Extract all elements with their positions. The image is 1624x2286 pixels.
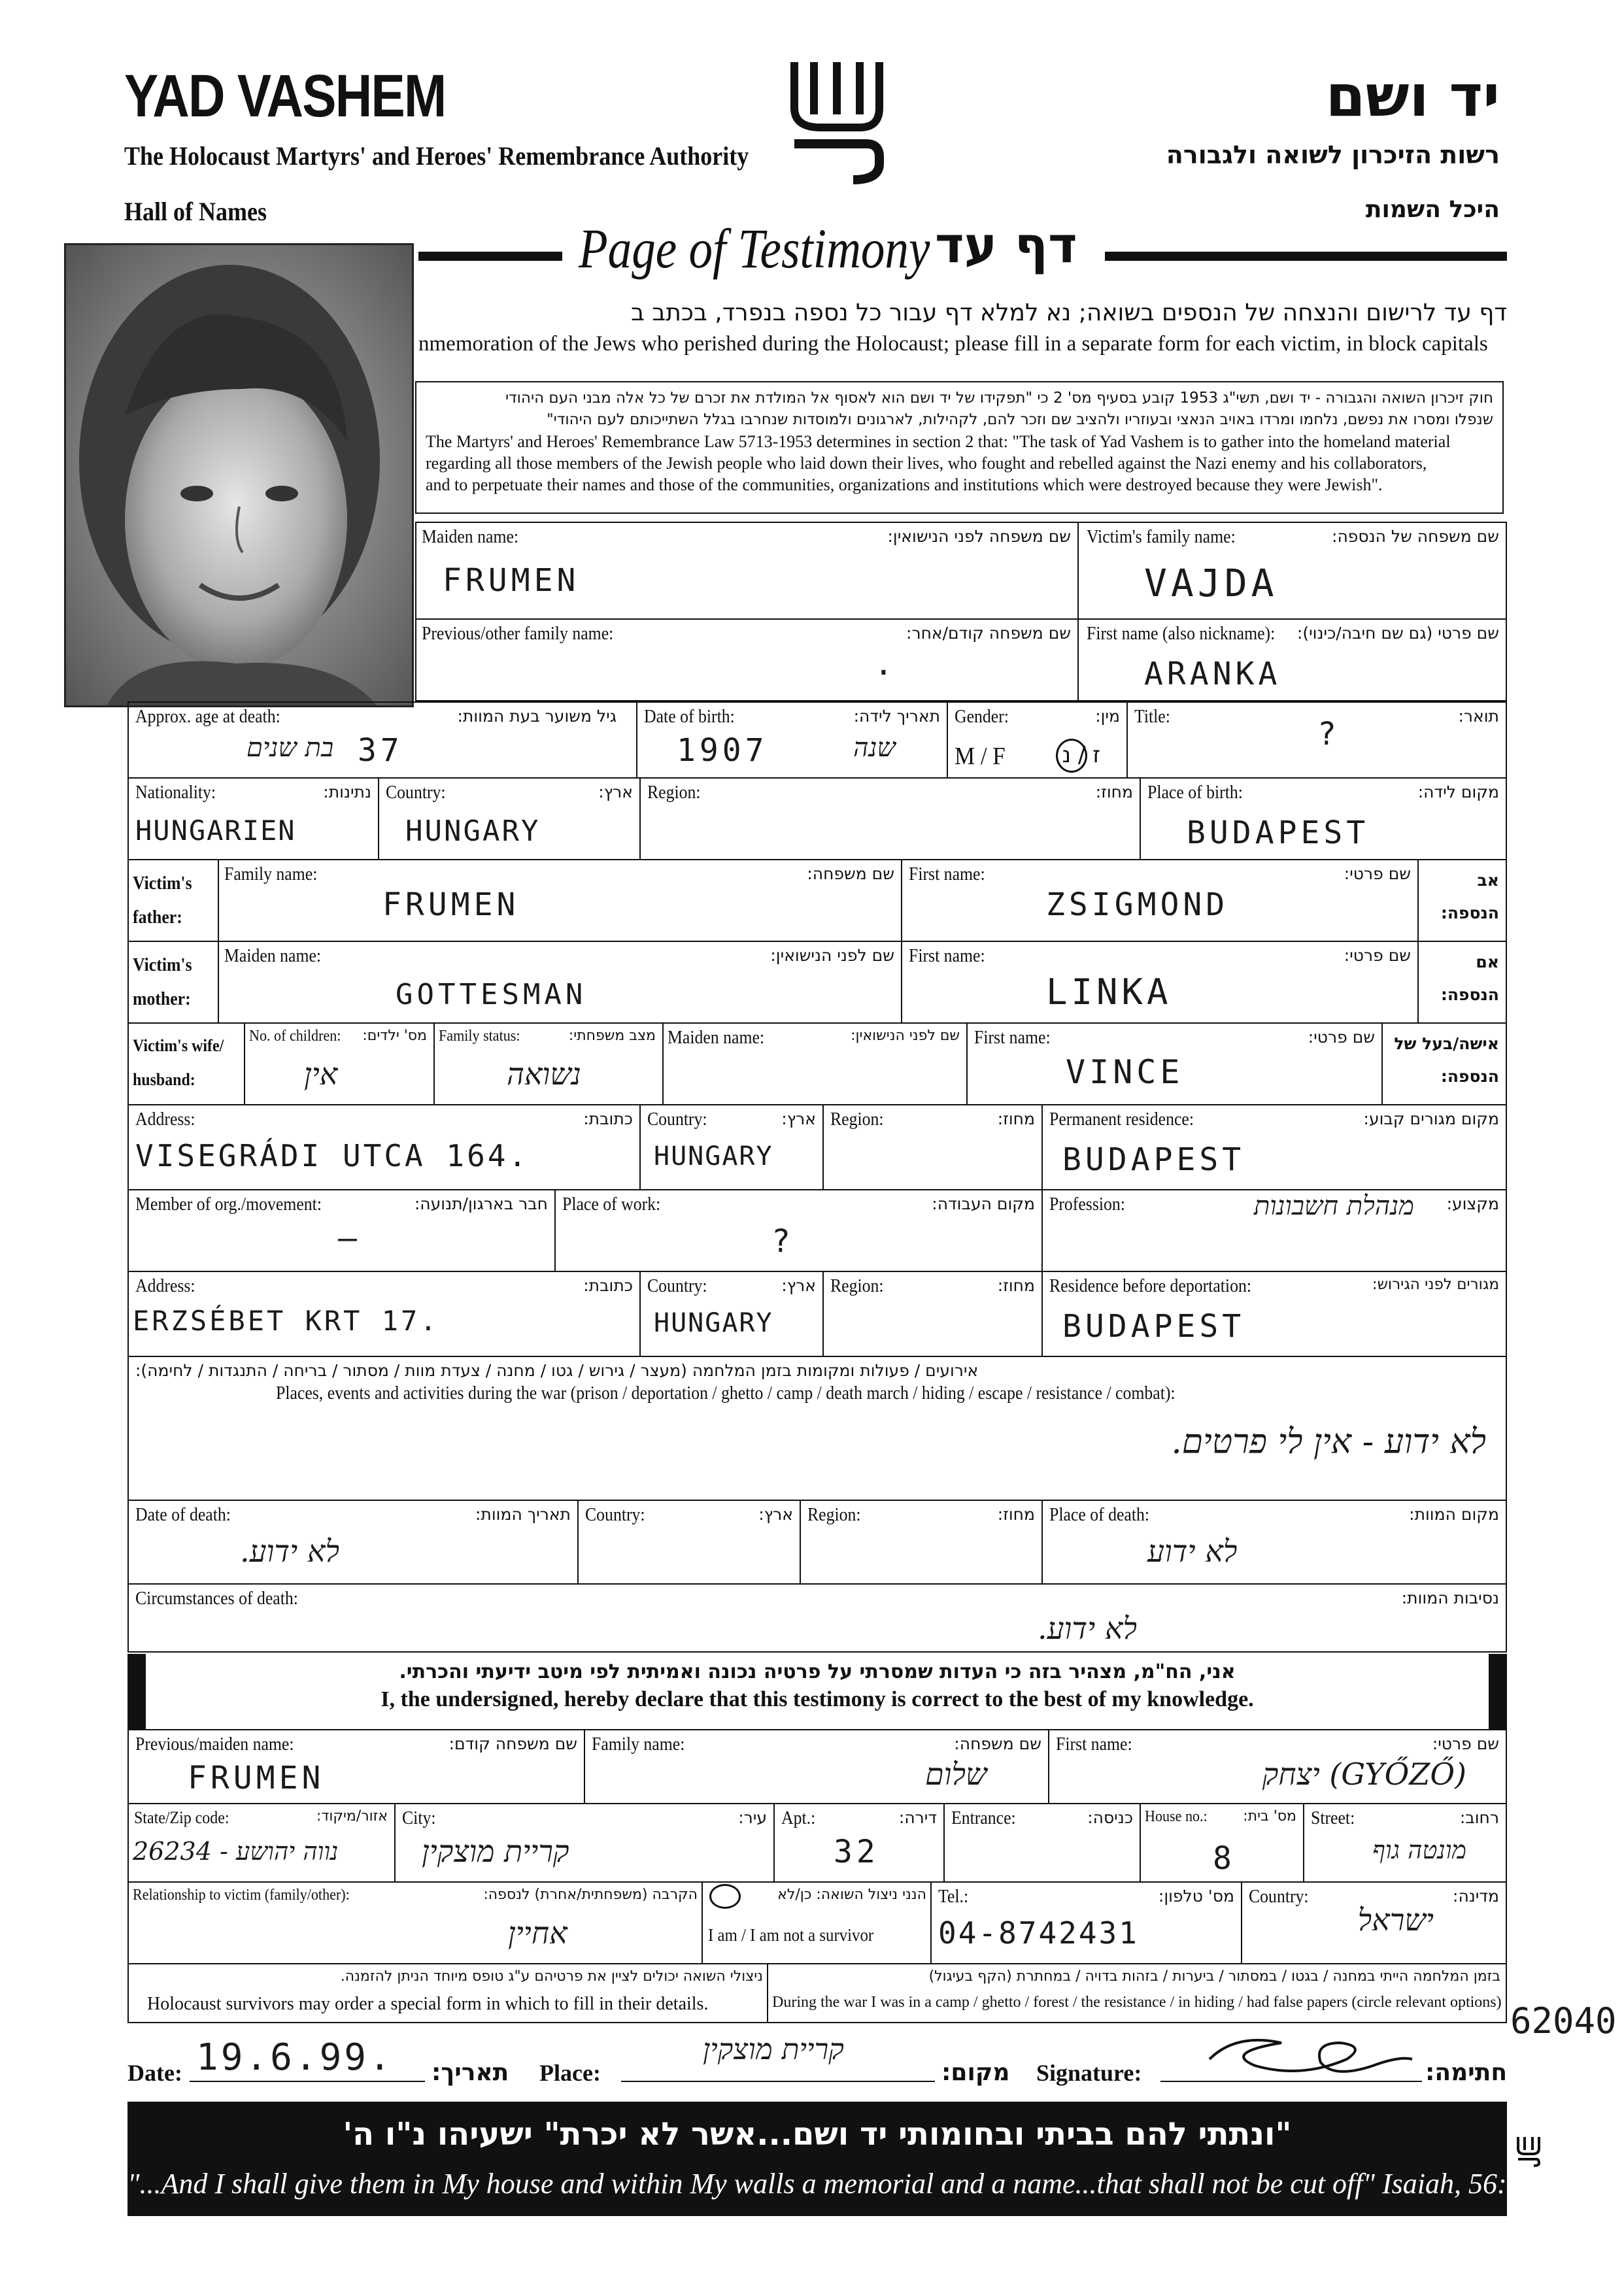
value-death-circumstances: לא ידוע. [1038, 1611, 1137, 1646]
field-sub-family[interactable]: Family name: שם משפחה: שלום [585, 1729, 1049, 1804]
value-gender: M / F [955, 743, 1006, 770]
hall-of-names-he: היכל השמות [1365, 196, 1500, 223]
survivor-circle [709, 1884, 741, 1909]
field-perm-res[interactable]: Permanent residence: מקום מגורים קבוע: BUDAPEST [1043, 1105, 1507, 1190]
declaration [127, 1654, 1507, 1729]
form-number: 62040 [1510, 2000, 1617, 2042]
value-dep-address: ERZSÉBET KRT 17. [133, 1305, 439, 1337]
hall-of-names-en: Hall of Names [124, 197, 267, 226]
field-spouse-first[interactable]: First name: שם פרטי: VINCE [968, 1024, 1383, 1105]
value-spouse-first: VINCE [1066, 1053, 1184, 1091]
value-sub-rel: אחיין [508, 1915, 567, 1951]
field-prev-name[interactable]: Previous/other family name: שם משפחה קודם/אחר: . [415, 620, 1079, 701]
declaration-en: I, the undersigned, hereby declare that this testimony is correct to the best of my knowledge. [381, 1687, 1254, 1711]
value-death-place: לא ידוע [1147, 1534, 1238, 1569]
value-family-status: נשואה [507, 1056, 581, 1092]
field-death-place[interactable]: Place of death: מקום המוות: לא ידוע [1043, 1501, 1507, 1585]
spouse-row-label-he: אישה/בעל של הנספה: [1383, 1024, 1507, 1105]
value-maiden-name: FRUMEN [443, 562, 580, 599]
value-sub-family: שלום [925, 1757, 987, 1792]
value-family-name: VAJDA [1144, 561, 1278, 605]
value-events: לא ידוע - אין לי פרטים. [1171, 1422, 1486, 1462]
value-res-country: HUNGARY [654, 1141, 773, 1171]
value-father-family: FRUMEN [382, 886, 520, 923]
field-sub-house[interactable]: House no.: מס' בית: 8 [1141, 1804, 1304, 1883]
label-signature-he: חתימה: [1425, 2059, 1508, 2086]
intro-en: nmemoration of the Jews who perished during the Holocaust; please fill in a separate form for each victim, in block capitals [418, 332, 1488, 356]
law-line-1: חוק זיכרון השואה והגבורה - יד ושם, תשי"ג 1953 קובע בסעיף מס' 2 כי "תפקידו של יד ושם הוא לאסוף אל המולדת את זכרם של כל אלה מבני העם היהודי [505, 390, 1493, 407]
org-subtitle-en: The Holocaust Martyrs' and Heroes' Remembrance Authority [124, 141, 749, 171]
field-mother-first[interactable]: First name: שם פרטי: LINKA [902, 942, 1419, 1024]
field-maiden-name[interactable]: Maiden name: שם משפחה לפני הנישואין: FRUMEN [415, 522, 1079, 620]
gender-circle [1056, 739, 1087, 773]
value-date: 19.6.99. [196, 2036, 394, 2079]
signature-scribble [1203, 2030, 1419, 2082]
intro-he: דף עד לרישום והנצחה של הנספים בשואה; נא למלא דף עבור כל נספה בנפרד, בכתב ב [631, 299, 1507, 326]
footer-logo-icon [1515, 2134, 1542, 2167]
field-sub-survivor[interactable]: הנני ניצול השואה: כן/לא I am / I am not a survivor [703, 1883, 932, 1964]
value-nationality: HUNGARIEN [135, 815, 296, 847]
field-sub-prev[interactable]: Previous/maiden name: שם משפחה קודם: FRUMEN [127, 1729, 585, 1804]
law-box [415, 381, 1504, 514]
field-events[interactable]: אירועים / פעולות ומקומות בזמן המלחמה (מעצר / גירוש / גטו / מחנה / צעדת מוות / מסתור / בריחה / התנגדות / לחימה): Places, events and activities during the war (prison / deportation / ghetto / camp / death march / hiding / escape / resistance / combat): לא ידוע - אין לי פרטים. [127, 1357, 1507, 1501]
page-title-he: דף עד [935, 216, 1077, 274]
field-death-region[interactable]: Region: מחוז: [801, 1501, 1043, 1585]
field-sub-rel[interactable]: Relationship to victim (family/other): הקרבה (משפחתית/אחרת) לנספה: אחיין [127, 1883, 703, 1964]
field-gender[interactable]: Gender: מין: M / F ז / נ [948, 701, 1128, 779]
law-line-4: regarding all those members of the Jewish people who laid down their lives, who fought and rebelled against the Nazi enemy and his collaborators, [426, 454, 1427, 473]
yad-vashem-logo [781, 56, 892, 186]
field-member[interactable]: Member of org./movement: חבר בארגון/תנועה: — [127, 1190, 556, 1272]
spouse-row-label: Victim's wife/ husband: [127, 1024, 245, 1105]
field-spouse-maiden[interactable]: Maiden name: שם לפני הנישואין: [664, 1024, 968, 1105]
footer-quote-bar [127, 2102, 1521, 2216]
field-sub-country[interactable]: Country: מדינה: ישראל [1242, 1883, 1507, 1964]
field-first-name[interactable]: First name (also nickname): שם פרטי (גם שם חיבה/כינוי): ARANKA [1079, 620, 1507, 701]
field-pob[interactable]: Place of birth: מקום לידה: BUDAPEST [1141, 779, 1507, 860]
org-subtitle-he: רשות הזיכרון לשואה ולגבורה [1166, 141, 1500, 169]
value-sub-first: (GYŐZŐ) יצחק [1262, 1757, 1466, 1792]
value-age-he: בת שנים [246, 733, 334, 763]
field-age[interactable]: Approx. age at death: גיל משוער בעת המוות: 37 בת שנים [127, 701, 637, 779]
value-sub-tel: 04-8742431 [938, 1915, 1139, 1951]
field-title[interactable]: Title: תואר: ? [1128, 701, 1507, 779]
law-line-2: שנפלו ומסרו את נפשם, נלחמו ומרדו באויב הנאצי ובעוזריו ולהציב שם וזכר להם, לקהילות, לארגונים ולמוסדות שנחרבו בגלל השתייכותם לעם היהודי" [547, 411, 1493, 428]
field-mother-maiden[interactable]: Maiden name: שם לפני הנישואין: GOTTESMAN [219, 942, 902, 1024]
label-signature: Signature: [1036, 2060, 1142, 2086]
org-title-he: יד ושם [1325, 62, 1500, 129]
field-res-region[interactable]: Region: מחוז: [824, 1105, 1043, 1190]
mother-row-label-he: אם הנספה: [1419, 942, 1507, 1024]
value-sub-zip: 26234 - נווה יהושע [133, 1837, 339, 1866]
value-place: קריית מוצקין [703, 2033, 844, 2066]
value-address: VISEGRÁDI UTCA 164. [135, 1138, 530, 1173]
value-age: 37 [358, 732, 403, 769]
label-place-he: מקום: [941, 2059, 1010, 2086]
declaration-he: אני, הח"מ, מצהיר בזה כי העדות שמסרתי על פרטיה נכונה ואמיתית לפי מיטב ידיעתי והכרתי. [399, 1660, 1236, 1683]
field-family-status[interactable]: Family status: מצב משפחתי: נשואה [435, 1024, 664, 1105]
value-sub-country: ישראל [1357, 1902, 1434, 1938]
field-death-date[interactable]: Date of death: תאריך המוות: לא ידוע. [127, 1501, 579, 1585]
field-work[interactable]: Place of work: מקום העבודה: ? [556, 1190, 1043, 1272]
value-member: — [338, 1220, 361, 1256]
field-dep-res[interactable]: Residence before deportation: מגורים לפני הגירוש: BUDAPEST [1043, 1272, 1507, 1357]
field-res-country[interactable]: Country: ארץ: HUNGARY [641, 1105, 824, 1190]
value-sub-house: 8 [1213, 1840, 1236, 1877]
field-sub-street[interactable]: Street: רחוב: מונטה גוף [1304, 1804, 1507, 1883]
value-pob: BUDAPEST [1187, 815, 1370, 851]
law-line-3: The Martyrs' and Heroes' Remembrance Law 5713-1953 determines in section 2 that: "The task of Yad Vashem is to gather into the homeland material [426, 432, 1451, 451]
field-sub-apt[interactable]: Apt.: דירה: 32 [775, 1804, 945, 1883]
value-mother-maiden: GOTTESMAN [396, 978, 587, 1011]
field-country[interactable]: Country: ארץ: HUNGARY [379, 779, 641, 860]
field-nationality[interactable]: Nationality: נתינות: HUNGARIEN [127, 779, 379, 860]
note-war-status: בזמן המלחמה הייתי במחנה / בגטו / במסתור / ביערות / בזהות בדויה / במחתרת (הקף בעיגול) During the war I was in a camp / ghetto / forest / the resistance / in hiding / had false papers (circle relevant options) [768, 1964, 1507, 2023]
field-sub-zip[interactable]: State/Zip code: אזור/מיקוד: 26234 - נווה יהושע [127, 1804, 396, 1883]
field-father-first[interactable]: First name: שם פרטי: ZSIGMOND [902, 860, 1419, 942]
field-dep-address[interactable]: Address: כתובת: ERZSÉBET KRT 17. [127, 1272, 641, 1357]
mother-row-label: Victim's mother: [127, 942, 219, 1024]
value-sub-city: קריית מוצקין [422, 1834, 569, 1869]
field-sub-city[interactable]: City: עיר: קריית מוצקין [396, 1804, 775, 1883]
value-father-first: ZSIGMOND [1046, 886, 1229, 923]
footer-quote-en: "...And I shall give them in My house and within My walls a memorial and a name...that shall not be cut off" Isaiah, 56:5 [127, 2168, 1521, 2200]
value-first-name: ARANKA [1144, 656, 1281, 692]
value-sub-prev: FRUMEN [188, 1760, 325, 1796]
footer-quote-he: "ונתתי להם בביתי ובחומותי יד ושם...אשר לא יכרת" ישעיהו נ"ו ה' [343, 2116, 1292, 2153]
value-country: HUNGARY [405, 815, 541, 848]
submitter-grid [127, 1729, 1507, 2023]
value-prev-name: . [874, 646, 897, 682]
field-profession[interactable]: Profession: מקצוע: מנהלת חשבונות [1043, 1190, 1507, 1272]
field-sub-entrance[interactable]: Entrance: כניסה: [945, 1804, 1141, 1883]
value-sub-street: מונטה גוף [1372, 1836, 1466, 1864]
value-profession: מנהלת חשבונות [1253, 1191, 1414, 1221]
field-children[interactable]: No. of children: מס' ילדים: אין [245, 1024, 435, 1105]
value-gender-he: ז / נ [1062, 742, 1100, 768]
org-title-en: YAD VASHEM [124, 63, 446, 129]
value-perm-res: BUDAPEST [1062, 1141, 1245, 1178]
label-date: Date: [127, 2060, 182, 2086]
form-grid [127, 522, 1507, 1653]
field-sub-first[interactable]: First name: שם פרטי: (GYŐZŐ) יצחק [1049, 1729, 1507, 1804]
field-dob[interactable]: Date of birth: תאריך לידה: 1907 שנה [637, 701, 948, 779]
label-place: Place: [539, 2060, 601, 2086]
value-dob: 1907 [677, 732, 768, 769]
value-dep-country: HUNGARY [654, 1308, 773, 1338]
value-sub-apt: 32 [834, 1834, 879, 1870]
field-address[interactable]: Address: כתובת: VISEGRÁDI UTCA 164. [127, 1105, 641, 1190]
father-row-label: Victim's father: [127, 860, 219, 942]
value-mother-first: LINKA [1046, 971, 1172, 1013]
label-date-he: תאריך: [431, 2059, 509, 2086]
field-dep-region[interactable]: Region: מחוז: [824, 1272, 1043, 1357]
title-bar-left [418, 252, 562, 261]
field-death-country[interactable]: Country: ארץ: [579, 1501, 801, 1585]
field-dep-country[interactable]: Country: ארץ: HUNGARY [641, 1272, 824, 1357]
field-family-name[interactable]: Victim's family name: שם משפחה של הנספה: VAJDA [1079, 522, 1507, 620]
field-death-circumstances[interactable]: Circumstances of death: נסיבות המוות: לא ידוע. [127, 1585, 1507, 1653]
value-death-date: לא ידוע. [240, 1534, 339, 1569]
law-line-5: and to perpetuate their names and those of the communities, organizations and institutions which were destroyed because they were Jewish". [426, 475, 1383, 494]
page-title-en: Page of Testimony [579, 217, 930, 280]
value-dob-he: שנה [853, 733, 896, 763]
value-title: ? [1317, 716, 1340, 752]
father-row-label-he: אב הנספה: [1419, 860, 1507, 942]
title-bar-right [1105, 252, 1507, 261]
value-dep-res: BUDAPEST [1062, 1308, 1245, 1345]
field-sub-tel[interactable]: Tel.: מס' טלפון: 04-8742431 [932, 1883, 1242, 1964]
field-region[interactable]: Region: מחוז: [641, 779, 1141, 860]
field-father-family[interactable]: Family name: שם משפחה: FRUMEN [219, 860, 902, 942]
value-work: ? [771, 1223, 794, 1260]
note-survivors: ניצולי השואה יכולים לציין את פרטיהם ע"ג טופס מיוחד הניתן להזמנה. Holocaust survivors may order a special form in which to fill in their details. [127, 1964, 768, 2023]
value-children: אין [304, 1056, 338, 1092]
